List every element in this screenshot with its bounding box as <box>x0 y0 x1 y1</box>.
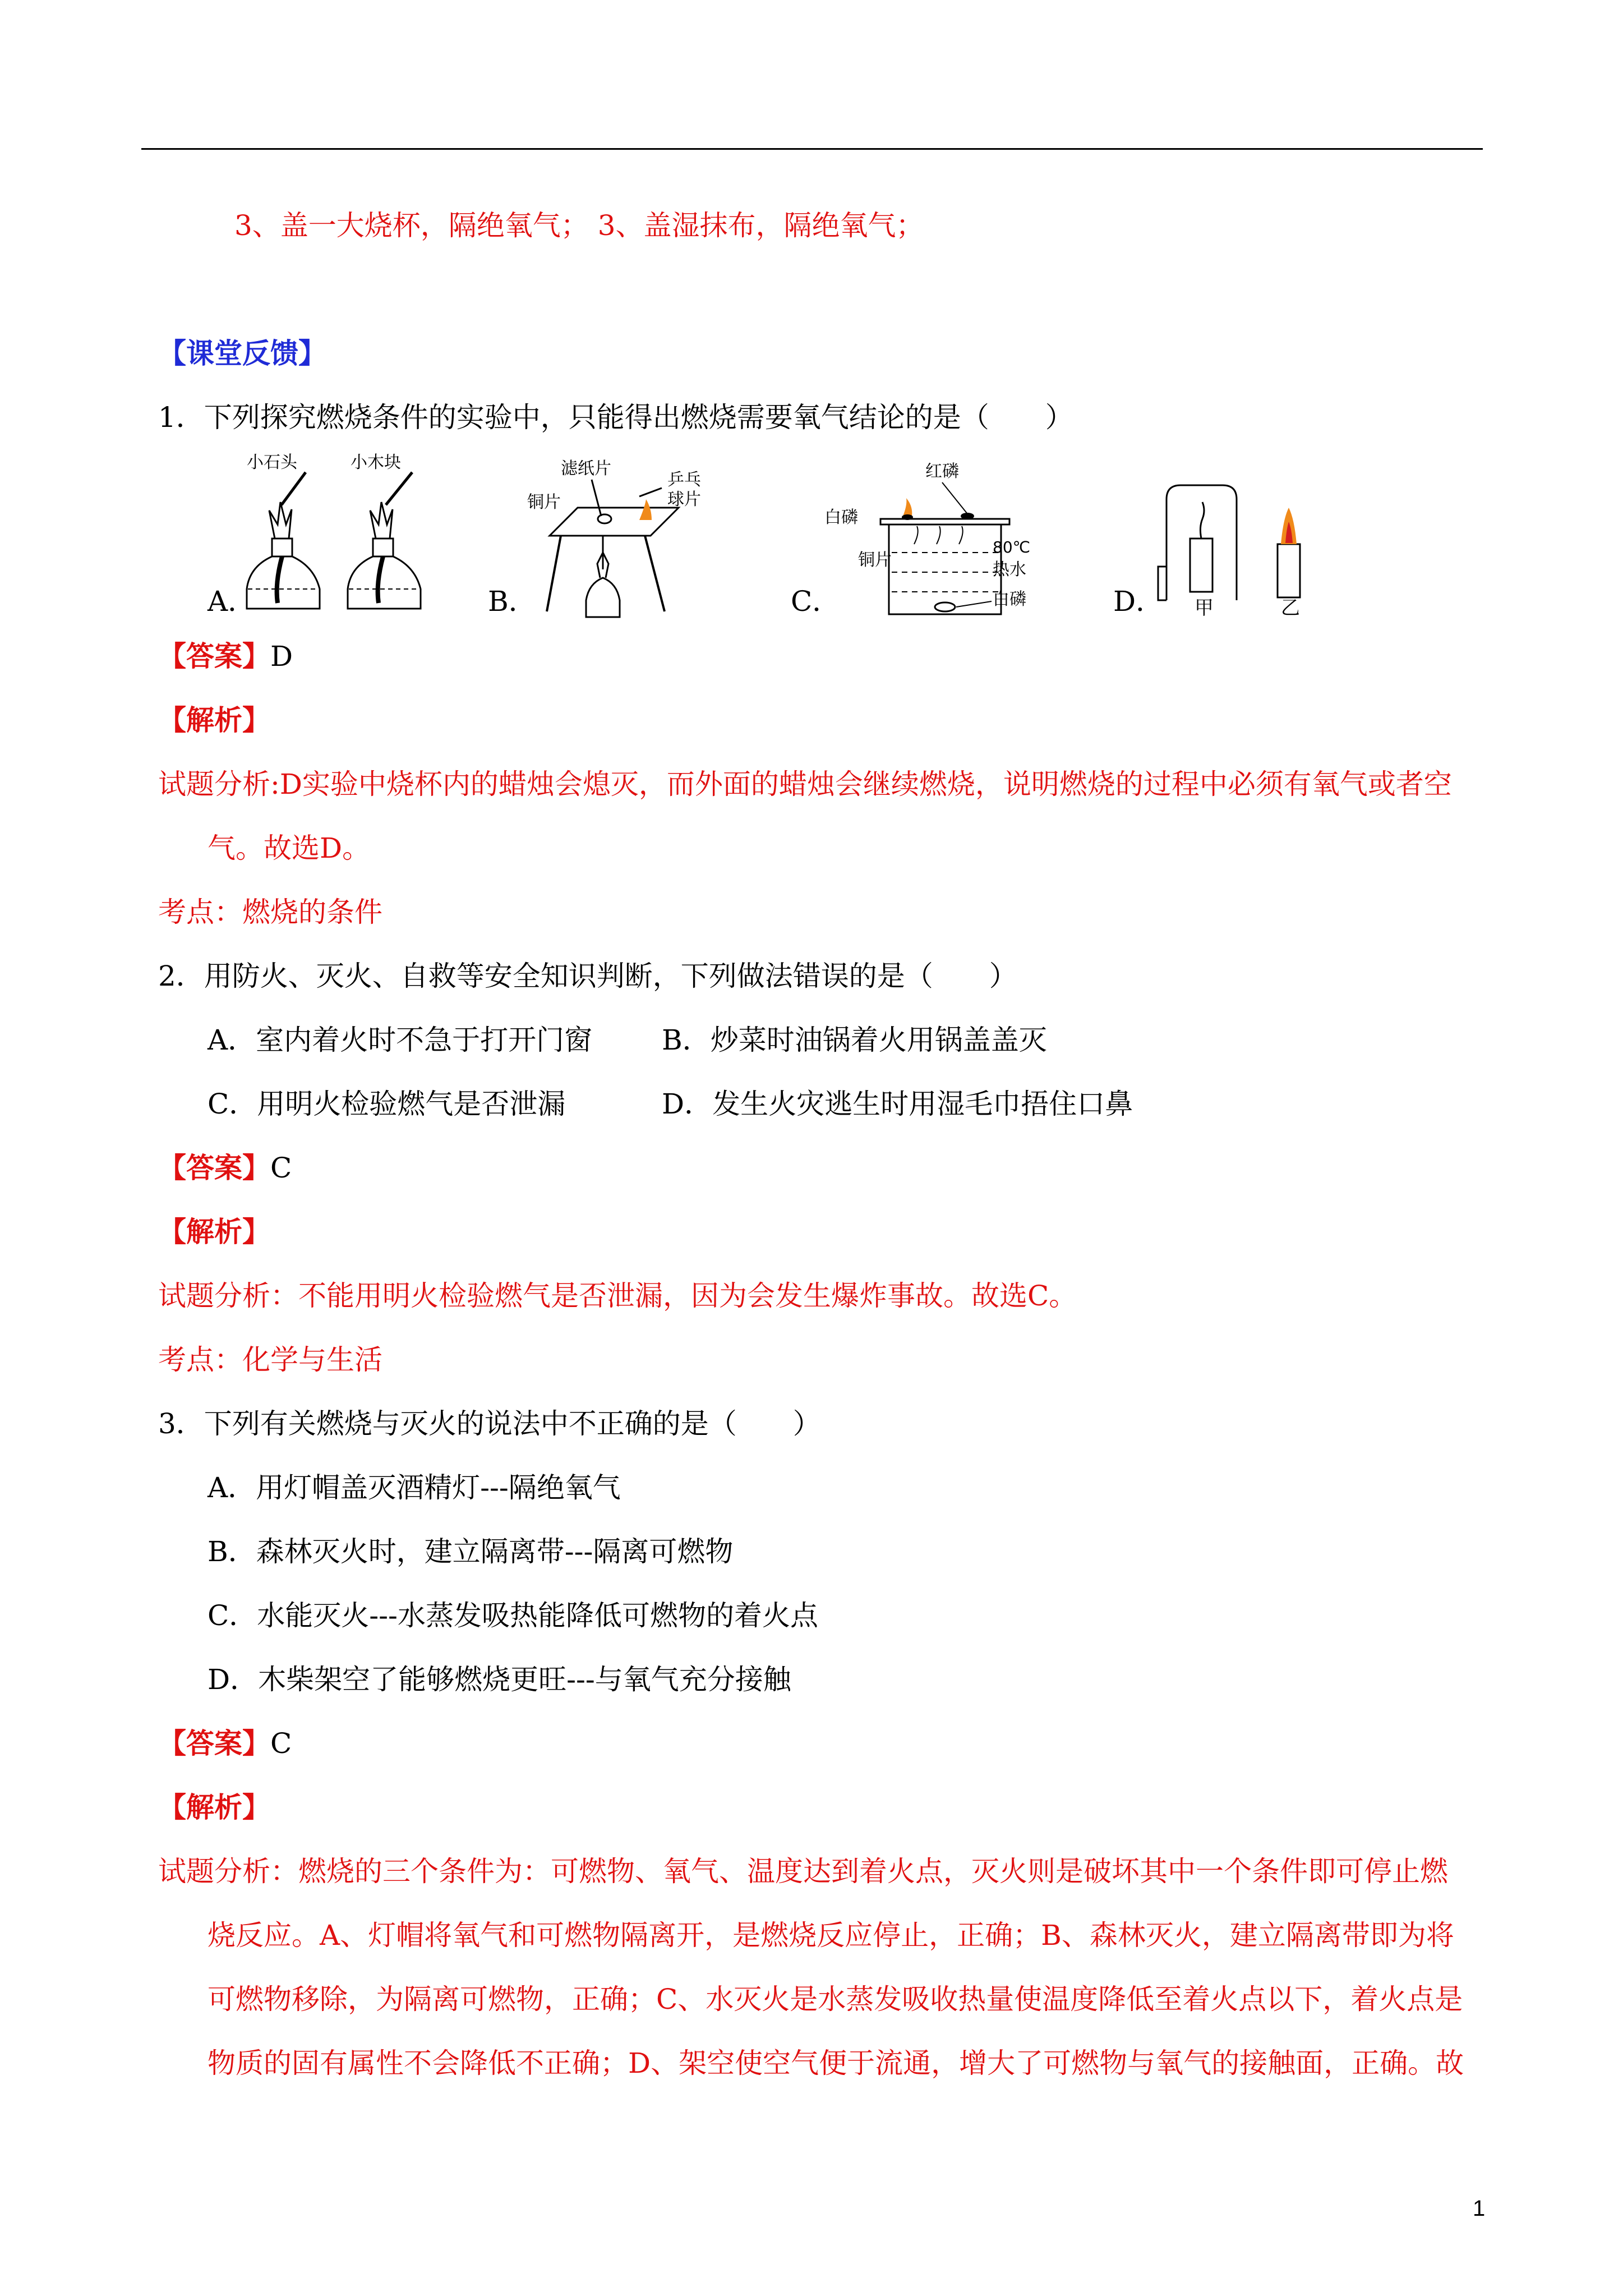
q2-point: 考点：化学与生活 <box>158 1343 382 1376</box>
figure-b-label-top: 滤纸片 <box>561 459 611 478</box>
figure-a-label-right: 小木块 <box>351 453 401 472</box>
figure-a-lamps <box>236 449 471 617</box>
q2-option-c: C．用明火检验燃气是否泄漏 <box>208 1088 566 1120</box>
figure-d-label-right: 乙 <box>1281 597 1300 617</box>
q1-analysis-line-2: 气。故选D。 <box>208 832 371 864</box>
figure-c-label-red-p: 红磷 <box>925 462 959 481</box>
figure-d-label-left: 甲 <box>1195 597 1214 617</box>
q1-answer-value: D <box>270 640 293 673</box>
q3-analysis-line-4: 物质的固有属性不会降低不正确；D、架空使空气便于流通，增大了可燃物与氧气的接触面，正确。故 <box>208 2047 1464 2079</box>
figure-a-label-left: 小石头 <box>247 453 297 472</box>
q1-option-c: C． <box>791 585 841 618</box>
q3-answer-label: 【答案】 <box>158 1727 270 1760</box>
q2-analysis-label: 【解析】 <box>158 1215 270 1248</box>
figure-d-candles <box>1155 482 1335 617</box>
figure-c-label-white-p-bottom: 白磷 <box>993 590 1026 609</box>
q1-analysis-line-1: 试题分析:D实验中烧杯内的蜡烛会熄灭，而外面的蜡烛会继续燃烧，说明燃烧的过程中必须有氧气或者空 <box>158 768 1452 800</box>
q1-answer-label: 【答案】 <box>158 639 270 673</box>
q3-option-d: D．木柴架空了能够燃烧更旺---与氧气充分接触 <box>208 1663 791 1696</box>
q2-option-d: D．发生火灾逃生时用湿毛巾捂住口鼻 <box>662 1088 1133 1120</box>
q1-option-a: A． <box>208 585 256 618</box>
q1-point: 考点：燃烧的条件 <box>158 896 382 928</box>
q2-stem: 2．用防火、灭火、自救等安全知识判断，下列做法错误的是（ ） <box>158 960 1017 992</box>
q3-option-b: B．森林灭火时，建立隔离带---隔离可燃物 <box>208 1535 734 1568</box>
q3-answer <box>158 1727 292 1760</box>
figure-b-tripod <box>527 457 729 620</box>
q1-option-d: D． <box>1113 585 1164 618</box>
figure-c-label-temp: 80℃ <box>993 538 1031 556</box>
figure-c-label-white-p-top: 白磷 <box>824 508 858 527</box>
q3-option-a: A．用灯帽盖灭酒精灯---隔绝氧气 <box>208 1471 621 1504</box>
q2-answer-value: C <box>270 1152 292 1184</box>
q1-stem: 1．下列探究燃烧条件的实验中，只能得出燃烧需要氧气结论的是（ ） <box>158 401 1073 434</box>
q2-answer-label: 【答案】 <box>158 1151 270 1184</box>
q1-answer <box>158 639 293 673</box>
page-number: 1 <box>1473 2196 1486 2221</box>
q3-answer-value: C <box>270 1727 292 1760</box>
q3-stem: 3．下列有关燃烧与灭火的说法中不正确的是（ ） <box>158 1407 821 1440</box>
q2-analysis: 试题分析：不能用明火检验燃气是否泄漏，因为会发生爆炸事故。故选C。 <box>158 1280 1077 1312</box>
figure-c-beaker <box>824 460 1060 623</box>
figure-b-label-copper: 铜片 <box>527 493 561 512</box>
figure-b-label-ball1: 乒乓 <box>667 470 701 490</box>
q3-analysis-label: 【解析】 <box>158 1791 270 1824</box>
q2-answer <box>158 1151 292 1185</box>
figure-c-label-copper: 铜片 <box>858 550 892 570</box>
figure-c-label-water: 热水 <box>993 560 1026 579</box>
q3-analysis-line-3: 可燃物移除，为隔离可燃物，正确；C、水灭火是水蒸发吸收热量使温度降低至着火点以下，着火点是 <box>208 1983 1463 2016</box>
section-title: 【课堂反馈】 <box>158 337 326 370</box>
q3-analysis-line-2: 烧反应。A、灯帽将氧气和可燃物隔离开，是燃烧反应停止，正确；B、森林灭火，建立隔离带即为将 <box>208 1919 1454 1952</box>
q3-option-c: C．水能灭火---水蒸发吸热能降低可燃物的着火点 <box>208 1599 818 1632</box>
q3-analysis-line-1: 试题分析：燃烧的三个条件为：可燃物、氧气、温度达到着火点，灭火则是破坏其中一个条件即可停止燃 <box>158 1855 1448 1888</box>
q2-option-b: B．炒菜时油锅着火用锅盖盖灭 <box>662 1024 1047 1056</box>
figure-b-label-ball2: 球片 <box>667 490 701 509</box>
q1-option-b: B． <box>488 585 537 618</box>
q2-option-a: A．室内着火时不急于打开门窗 <box>208 1024 593 1056</box>
q1-analysis-label: 【解析】 <box>158 703 270 737</box>
intro-line: 3、盖一大烧杯，隔绝氧气； 3、盖湿抹布，隔绝氧气； <box>234 209 924 242</box>
header-rule <box>141 148 1483 150</box>
